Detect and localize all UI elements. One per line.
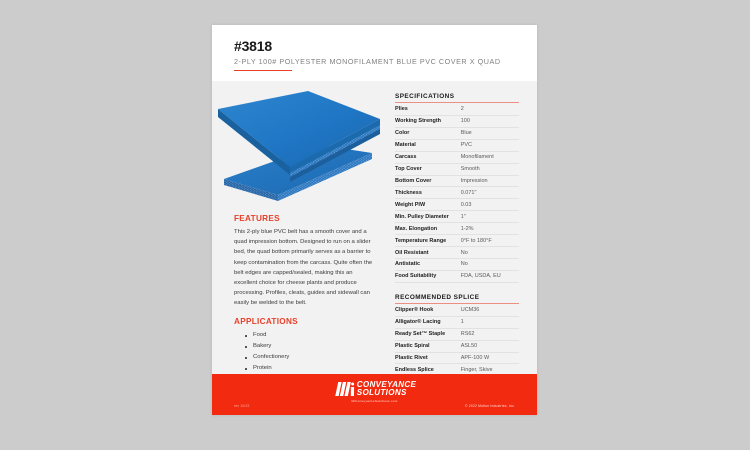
table-row <box>395 104 519 115</box>
table-row <box>395 139 519 151</box>
spec-value: PVC <box>460 142 473 149</box>
page-title: #3818 <box>234 38 272 54</box>
revision-text: rev 10/22 <box>234 404 250 408</box>
spec-label: Min. Pulley Diameter <box>395 213 449 220</box>
spec-value: 100 <box>460 118 470 125</box>
applications-list <box>234 330 373 374</box>
splice-value: RS62 <box>460 331 475 338</box>
splice-label: Ready Set™ Staple <box>395 331 446 338</box>
table-row <box>395 340 519 352</box>
product-subtitle: 2-PLY 100# POLYESTER MONOFILAMENT BLUE PVC COVER X QUAD <box>234 57 501 67</box>
list-item: Protein <box>245 363 373 374</box>
table-row <box>395 352 519 364</box>
logo-line-1: CONVEYANCE <box>356 380 417 390</box>
datasheet-header <box>212 25 537 81</box>
datasheet-body <box>212 81 537 374</box>
spec-label: Working Strength <box>395 118 442 125</box>
logo-line-2: SOLUTIONS <box>356 388 407 397</box>
conveyance-solutions-logo <box>333 381 417 403</box>
splice-label: Clipper® Hook <box>395 307 434 314</box>
table-row <box>395 127 519 139</box>
datasheet-footer <box>212 374 537 415</box>
features-body: This 2-ply blue PVC belt has a smooth cover and a quad impression bottom. Designed to run on a slider bed, the quad bottom primarily serves as a barrier to keep contamination from the carcass. Quite often the belt edges are capped/sealed, making this an excellent choice for cheese plants and produce processing. Profiles, cleats, guides and sidewall can easily be welded to the belt. <box>234 229 373 307</box>
table-row <box>395 328 519 340</box>
table-row <box>395 305 519 316</box>
right-column <box>387 81 537 374</box>
spec-label: Temperature Range <box>395 237 447 244</box>
product-datasheet-page <box>212 25 537 415</box>
spec-value: Impression <box>460 178 488 184</box>
copyright-text: © 2022 Motion Industries, Inc. <box>465 404 515 408</box>
table-row <box>395 187 519 199</box>
spec-value: No <box>460 261 468 268</box>
specifications-heading: SPECIFICATIONS <box>395 93 455 101</box>
spec-label: Carcass <box>395 154 417 161</box>
logo-row <box>333 381 417 397</box>
table-row <box>395 175 519 187</box>
recommended-splice-heading: RECOMMENDED SPLICE <box>395 293 480 301</box>
splice-value: UCM36 <box>460 307 480 314</box>
spec-value: Smooth <box>460 166 480 173</box>
specifications-table <box>395 104 519 283</box>
spec-value: Blue <box>460 130 472 137</box>
table-row <box>395 199 519 211</box>
spec-label: Material <box>395 142 416 149</box>
spec-value: No <box>460 249 468 256</box>
table-row <box>395 223 519 235</box>
features-heading: FEATURES <box>234 214 280 224</box>
spec-label: Plies <box>395 106 408 113</box>
splice-value: 1 <box>460 319 464 326</box>
table-row <box>395 259 519 271</box>
splice-label: Plastic Rivet <box>395 354 428 361</box>
logo-url: MiConveyanceSolutions.com <box>351 398 398 403</box>
recommended-splice-accent-rule <box>395 303 519 304</box>
spec-value: 1-2% <box>460 225 474 232</box>
spec-value: Monofilament <box>460 154 494 161</box>
spec-label: Max. Elongation <box>395 225 438 232</box>
recommended-splice-table <box>395 305 519 377</box>
spec-label: Bottom Cover <box>395 178 432 184</box>
specifications-accent-rule <box>395 102 519 103</box>
spec-label: Oil Resistant <box>395 249 429 256</box>
table-row <box>395 247 519 259</box>
spec-label: Top Cover <box>395 166 422 173</box>
spec-label: Thickness <box>395 189 422 196</box>
spec-label: Weight PIW <box>395 201 426 208</box>
spec-value: FDA, USDA, EU <box>460 273 501 280</box>
splice-value: APF-100 W <box>460 354 490 361</box>
table-row <box>395 211 519 223</box>
product-photo <box>212 87 387 208</box>
spec-label: Color <box>395 130 410 137</box>
title-accent-rule <box>234 70 292 71</box>
spec-label: Antistatic <box>395 261 421 268</box>
mi-bars-icon <box>333 381 355 397</box>
spec-value: 0.071" <box>460 189 477 196</box>
table-row <box>395 115 519 127</box>
list-item: Food <box>245 330 373 341</box>
table-row <box>395 163 519 175</box>
table-row <box>395 316 519 328</box>
table-row <box>395 235 519 247</box>
list-item: Confectionery <box>245 352 373 363</box>
splice-label: Endless Splice <box>395 366 434 373</box>
section-spacer <box>395 283 519 294</box>
spec-label: Food Suitability <box>395 273 437 280</box>
splice-label: Alligator® Lacing <box>395 319 441 326</box>
spec-value: 1" <box>460 213 466 220</box>
splice-value: ASL50 <box>460 343 478 350</box>
table-row <box>395 270 519 282</box>
logo-wordmark <box>357 381 417 397</box>
splice-label: Plastic Spiral <box>395 343 430 350</box>
spec-value: 0°F to 180°F <box>460 237 492 244</box>
spec-value: 2 <box>460 106 464 113</box>
left-text-blocks <box>212 208 387 374</box>
splice-value: Finger, Skive <box>460 366 493 373</box>
list-item: Bakery <box>245 341 373 352</box>
table-row <box>395 151 519 163</box>
spec-value: 0.03 <box>460 201 472 208</box>
applications-heading: APPLICATIONS <box>234 317 298 327</box>
left-column <box>212 81 387 374</box>
